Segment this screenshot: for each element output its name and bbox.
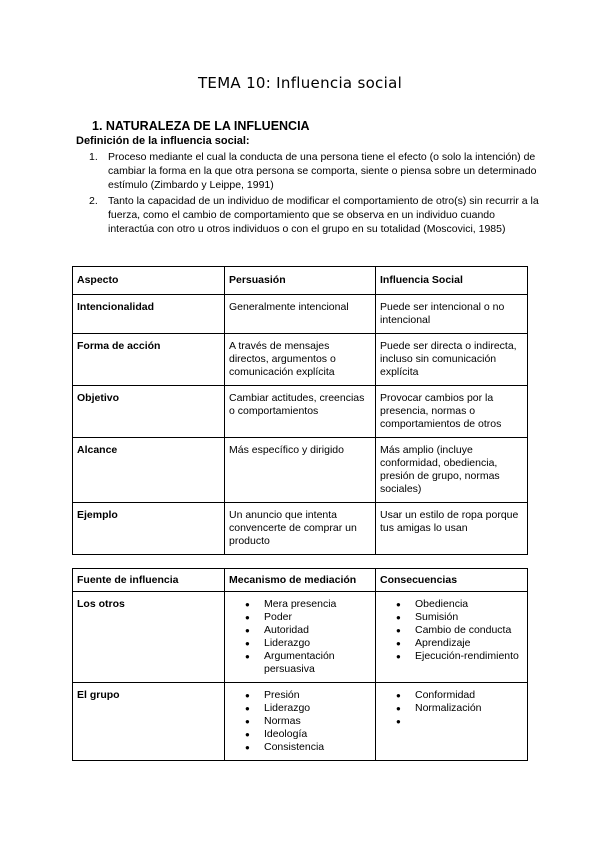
row-header-cell: Intencionalidad [73, 295, 225, 334]
column-header: Consecuencias [376, 569, 528, 592]
table-row [73, 386, 528, 438]
definition-item [89, 150, 539, 192]
list-item: ● Ideología [245, 728, 370, 741]
table-cell: A través de mensajes directos, argumentos o comunicación explícita [225, 334, 376, 386]
table-cell: Más específico y dirigido [225, 438, 376, 503]
row-header-cell: Forma de acción [73, 334, 225, 386]
table-cell: Generalmente intencional [225, 295, 376, 334]
list-item: ● Argumentación persuasiva [245, 650, 370, 676]
list-item: ● Normas [245, 715, 370, 728]
table-cell [225, 592, 376, 683]
table-cell: Provocar cambios por la presencia, normas o comportamientos de otros [376, 386, 528, 438]
column-header: Persuasión [225, 267, 376, 295]
table-row [73, 334, 528, 386]
table-cell: Usar un estilo de ropa porque tus amigas lo usan [376, 503, 528, 555]
mechanism-list [229, 689, 370, 754]
definition-text: Tanto la capacidad de un individuo de modificar el comportamiento de otro(s) sin recurrir a la fuerza, como el cambio de comportamiento que se observa en un individuo cuando interactúa con otro u otros individuos o con el grupo en su totalidad (Moscovici, 1985) [108, 195, 539, 235]
table-cell [225, 683, 376, 761]
definition-list [89, 150, 539, 238]
mechanism-list [229, 598, 370, 676]
list-item: ● Aprendizaje [396, 637, 522, 650]
table-row [73, 503, 528, 555]
table-cell: Un anuncio que intenta convencerte de comprar un producto [225, 503, 376, 555]
table-cell: Cambiar actitudes, creencias o comportamientos [225, 386, 376, 438]
list-item: ● Presión [245, 689, 370, 702]
table-row [73, 592, 528, 683]
list-item: ● Poder [245, 611, 370, 624]
sources-table [72, 568, 528, 761]
list-item: ● Sumisión [396, 611, 522, 624]
table-header-row [73, 267, 528, 295]
row-header-cell: Ejemplo [73, 503, 225, 555]
definition-number: 1. [89, 151, 98, 163]
definition-text: Proceso mediante el cual la conducta de una persona tiene el efecto (o solo la intención) de cambiar la forma en la que otra persona se comporta, siente o piensa sobre un determinado estímulo (Zimbardo y Leippe, 1991) [108, 151, 537, 191]
column-header: Fuente de influencia [73, 569, 225, 592]
definition-number: 2. [89, 195, 98, 207]
list-item: ● Consistencia [245, 741, 370, 754]
list-item: ● Cambio de conducta [396, 624, 522, 637]
consequence-list [380, 598, 522, 663]
list-item: ● Autoridad [245, 624, 370, 637]
definition-item [89, 194, 539, 236]
section-heading: 1. NATURALEZA DE LA INFLUENCIA [92, 119, 310, 133]
row-header-cell: Alcance [73, 438, 225, 503]
list-item: ● Liderazgo [245, 702, 370, 715]
table-cell [376, 592, 528, 683]
table-cell: Más amplio (incluye conformidad, obediencia, presión de grupo, normas sociales) [376, 438, 528, 503]
table-cell [376, 683, 528, 761]
table-row [73, 295, 528, 334]
list-item: ● Normalización [396, 702, 522, 715]
comparison-table [72, 266, 528, 555]
column-header: Influencia Social [376, 267, 528, 295]
list-item: ● Mera presencia [245, 598, 370, 611]
list-item: ● Ejecución-rendimiento [396, 650, 522, 663]
column-header: Mecanismo de mediación [225, 569, 376, 592]
list-item: ● Conformidad [396, 689, 522, 702]
row-header-cell: Los otros [73, 592, 225, 683]
definition-heading: Definición de la influencia social: [76, 135, 250, 147]
list-item: ● Liderazgo [245, 637, 370, 650]
table-cell: Puede ser intencional o no intencional [376, 295, 528, 334]
table-row [73, 438, 528, 503]
list-item [396, 715, 522, 728]
table-row [73, 683, 528, 761]
row-header-cell: Objetivo [73, 386, 225, 438]
table-cell: Puede ser directa o indirecta, incluso sin comunicación explícita [376, 334, 528, 386]
column-header: Aspecto [73, 267, 225, 295]
table-header-row [73, 569, 528, 592]
list-item: ● Obediencia [396, 598, 522, 611]
row-header-cell: El grupo [73, 683, 225, 761]
document-title: TEMA 10: Influencia social [197, 74, 403, 92]
consequence-list [380, 689, 522, 728]
